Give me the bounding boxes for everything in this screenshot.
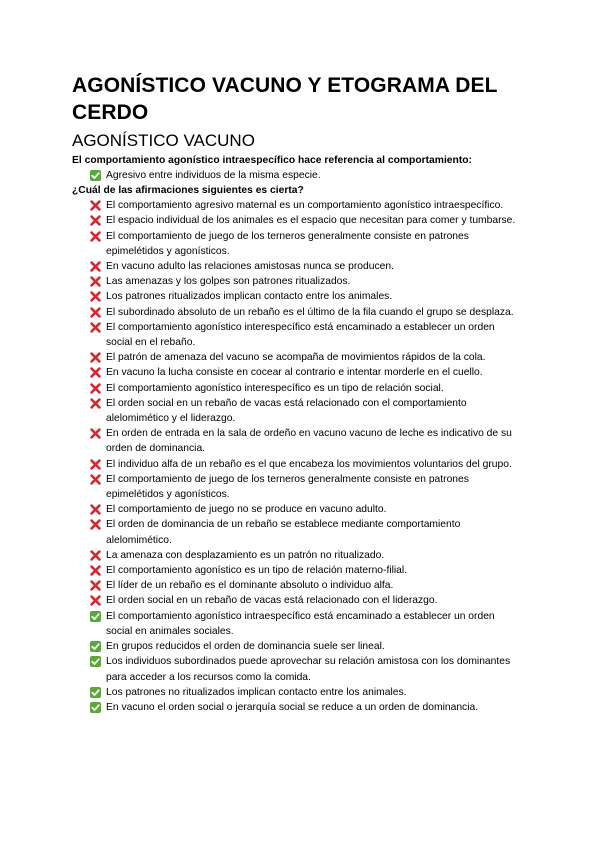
answer-item — [90, 502, 520, 517]
answer-text: Los patrones no ritualizados implican contacto entre los animales. — [106, 686, 407, 698]
cross-icon — [90, 580, 101, 591]
answer-text: Los patrones ritualizados implican contacto entre los animales. — [106, 291, 393, 303]
question-text: ¿Cuál de las afirmaciones siguientes es cierta? — [72, 185, 304, 197]
answer-item — [90, 365, 520, 380]
cross-icon — [90, 215, 101, 226]
cross-icon — [90, 398, 101, 409]
cross-icon — [90, 595, 101, 606]
answer-text: El líder de un rebaño es el dominante absoluto o individuo alfa. — [106, 580, 394, 592]
answer-text: El subordinado absoluto de un rebaño es el último de la fila cuando el grupo se desplaza. — [106, 306, 514, 318]
answer-item — [90, 213, 520, 228]
check-icon — [90, 702, 101, 713]
check-icon — [90, 611, 101, 622]
answer-item — [90, 517, 520, 547]
answer-text: Los individuos subordinados puede aprovechar su relación amistosa con los dominantes para acceder a los recursos como la comida. — [106, 656, 511, 683]
answer-list — [72, 168, 520, 183]
answer-text: El comportamiento de juego no se produce en vacuno adulto. — [106, 504, 387, 516]
question-list — [72, 153, 520, 715]
answer-text: Las amenazas y los golpes son patrones ritualizados. — [106, 276, 351, 288]
cross-icon — [90, 322, 101, 333]
check-icon — [90, 170, 101, 181]
answer-text: El comportamiento agonístico interespecífico es un tipo de relación social. — [106, 382, 444, 394]
cross-icon — [90, 474, 101, 485]
answer-item — [90, 685, 520, 700]
answer-text: El comportamiento de juego de los terneros generalmente consiste en patrones epimelétidos y agonísticos. — [106, 230, 469, 257]
answer-item — [90, 548, 520, 563]
answer-text: El comportamiento de juego de los terneros generalmente consiste en patrones epimelétidos y agonísticos. — [106, 473, 469, 501]
document-title: AGONÍSTICO VACUNO Y ETOGRAMA DEL CERDO — [72, 74, 498, 124]
answer-text: El espacio individual de los animales es el espacio que necesitan para comer y tumbarse. — [106, 215, 516, 227]
answer-text: El patrón de amenaza del vacuno se acompaña de movimientos rápidos de la cola. — [106, 352, 486, 364]
answer-text: En vacuno la lucha consiste en cocear al contrario e intentar morderle en el cuello. — [106, 367, 483, 379]
cross-icon — [90, 276, 101, 287]
answer-item — [90, 426, 520, 456]
cross-icon — [90, 428, 101, 439]
answer-item — [90, 168, 520, 183]
cross-icon — [90, 459, 101, 470]
answer-item — [90, 320, 520, 350]
cross-icon — [90, 261, 101, 272]
answer-item — [90, 472, 520, 502]
answer-item — [90, 654, 520, 684]
answer-item — [90, 457, 520, 472]
answer-text: El orden social en un rebaño de vacas está relacionado con el liderazgo. — [106, 595, 438, 607]
answer-text: Agresivo entre individuos de la misma especie. — [106, 170, 321, 181]
answer-text: El comportamiento agonístico interespecífico está encaminado a establecer un orden social en el rebaño. — [106, 321, 495, 349]
answer-item — [90, 639, 520, 654]
answer-item — [90, 609, 520, 639]
answer-item — [90, 198, 520, 213]
answer-item — [90, 381, 520, 396]
check-icon — [90, 687, 101, 698]
section-heading: AGONÍSTICO VACUNO — [72, 131, 255, 150]
answer-item — [90, 289, 520, 304]
answer-item — [90, 350, 520, 365]
answer-text: En orden de entrada en la sala de ordeño en vacuno vacuno de leche es indicativo de su orden de dominancia. — [106, 428, 512, 455]
cross-icon — [90, 291, 101, 302]
answer-item — [90, 593, 520, 608]
cross-icon — [90, 550, 101, 561]
answer-text: El orden social en un rebaño de vacas está relacionado con el comportamiento alelomimético y el liderazgo. — [106, 397, 467, 425]
cross-icon — [90, 200, 101, 211]
answer-item — [90, 563, 520, 578]
answer-item — [90, 396, 520, 426]
answer-text: El comportamiento agonístico intraespecífico está encaminado a establecer un orden social en animales sociales. — [106, 610, 495, 637]
answer-text: El individuo alfa de un rebaño es el que encabeza los movimientos voluntarios del grupo. — [106, 458, 512, 470]
cross-icon — [90, 383, 101, 394]
answer-text: En vacuno adulto las relaciones amistosas nunca se producen. — [106, 261, 394, 273]
answer-text: La amenaza con desplazamiento es un patrón no ritualizado. — [106, 549, 385, 561]
cross-icon — [90, 307, 101, 318]
answer-item — [90, 700, 520, 715]
answer-text: El comportamiento agresivo maternal es un comportamiento agonístico intraespecífico. — [106, 200, 504, 212]
answer-text: En vacuno el orden social o jerarquía social se reduce a un orden de dominancia. — [106, 701, 479, 713]
cross-icon — [90, 352, 101, 363]
answer-list — [72, 198, 520, 715]
cross-icon — [90, 231, 101, 242]
answer-item — [90, 259, 520, 274]
answer-item — [90, 229, 520, 259]
answer-item — [90, 578, 520, 593]
cross-icon — [90, 367, 101, 378]
check-icon — [90, 641, 101, 652]
cross-icon — [90, 519, 101, 530]
cross-icon — [90, 565, 101, 576]
answer-text: En grupos reducidos el orden de dominancia suele ser lineal. — [106, 641, 385, 653]
question-text: El comportamiento agonístico intraespecífico hace referencia al comportamiento: — [72, 155, 472, 166]
check-icon — [90, 656, 101, 667]
answer-item — [90, 305, 520, 320]
answer-text: El orden de dominancia de un rebaño se establece mediante comportamiento alelomimético. — [106, 519, 461, 546]
answer-item — [90, 274, 520, 289]
cross-icon — [90, 504, 101, 515]
answer-text: El comportamiento agonístico es un tipo de relación materno-filial. — [106, 565, 408, 577]
